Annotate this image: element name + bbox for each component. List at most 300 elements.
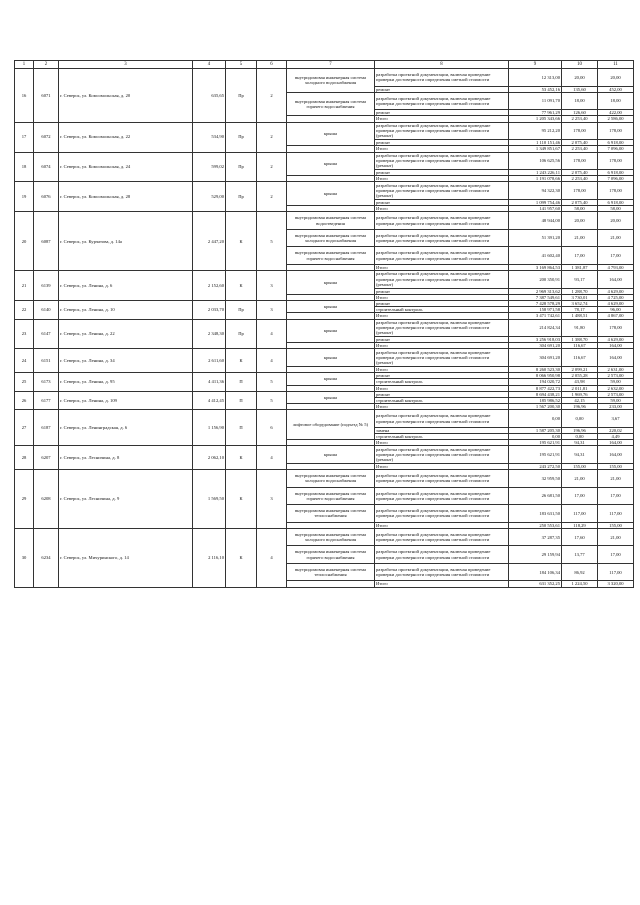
floors-cell: 4 [257,528,287,587]
floors-cell: 2 [257,152,287,182]
max-cost-cell: 21,00 [598,470,634,488]
work-type-cell: ремонт [375,337,509,343]
work-type-cell: Итого [375,581,509,587]
max-cost-cell: 164,00 [598,271,634,289]
cost-cell: 1 243 226,11 [509,170,562,176]
work-type-cell: разработка проектной документации, включая проведение проверки достоверности определения сметной стоимости (ремонт) [375,271,509,289]
header-cell: 3 [59,61,193,69]
wall-material: П [226,391,257,410]
house-code: 6087 [34,212,59,271]
header-cell: 2 [34,61,59,69]
max-cost-cell: 17,00 [598,487,634,505]
unit-cost-cell: 1 224,50 [562,581,598,587]
system-cell: крыша [287,152,375,176]
max-cost-cell: 4 629,00 [598,337,634,343]
unit-cost-cell: 126,60 [562,110,598,116]
table-row [15,373,634,379]
system-cell: лифтовое оборудование (подъезд № 5) [287,410,375,440]
system-cell: внутридомовая инженерная система холодного водоснабжения [287,69,375,93]
cost-cell: 304 691,20 [509,343,562,349]
unit-cost-cell: 2 055,28 [562,373,598,379]
work-type-cell: замена [375,427,509,433]
unit-cost-cell: 20,00 [562,69,598,87]
unit-cost-cell: 1 288,70 [562,288,598,294]
system-cell: внутридомовая инженерная система водоотведения [287,212,375,230]
house-code: 6076 [34,182,59,212]
house-code: 6151 [34,349,59,373]
cost-cell: 2 969 313,62 [509,288,562,294]
header-cell: 6 [257,61,287,69]
unit-cost-cell: 2 075,40 [562,170,598,176]
unit-cost-cell: 17,00 [562,487,598,505]
cost-cell: 183 631,50 [509,505,562,523]
max-cost-cell: 18,00 [598,92,634,110]
max-cost-cell: 58,00 [598,206,634,212]
house-code: 6071 [34,69,59,123]
header-cell: 1 [15,61,34,69]
cost-cell: 141 957,60 [509,206,562,212]
work-type-cell: Итого [375,522,509,528]
max-cost-cell: 220,02 [598,427,634,433]
cost-cell: 1 205 343,66 [509,116,562,122]
area-cell: 1 569,50 [193,470,226,529]
work-type-cell: ремонт [375,300,509,306]
work-type-cell: Итого [375,343,509,349]
floors-cell: 2 [257,122,287,152]
system-cell: крыша [287,349,375,367]
work-type-cell: ремонт [375,199,509,205]
header-cell: 10 [562,61,598,69]
row-number: 24 [15,349,34,373]
max-cost-cell: 4 867,00 [598,313,634,319]
area-cell: 4 412,45 [193,391,226,410]
work-type-cell: Итого [375,146,509,152]
work-type-cell: разработка проектной документации, включая проведение проверки достоверности определения сметной стоимости [375,487,509,505]
max-cost-cell: 96,00 [598,307,634,313]
unit-cost-cell: 2 099,21 [562,366,598,372]
unit-cost-cell: 135,60 [562,86,598,92]
table-row [15,182,634,200]
unit-cost-cell: 3 730,01 [562,294,598,300]
unit-cost-cell: 118,29 [562,522,598,528]
area-cell: 2 348,30 [193,319,226,349]
work-type-cell: ремонт [375,288,509,294]
table-row [15,69,634,87]
row-number: 19 [15,182,34,212]
unit-cost-cell: 0,00 [562,410,598,428]
work-type-cell: разработка проектной документации, включая проведение проверки достоверности определения сметной стоимости (ремонт) [375,319,509,337]
max-cost-cell: 7 096,00 [598,146,634,152]
unit-cost-cell: 2 253,40 [562,116,598,122]
unit-cost-cell: 3 652,74 [562,300,598,306]
work-type-cell: разработка проектной документации, включая проведение проверки достоверности определения сметной стоимости [375,69,509,87]
max-cost-cell: 3,67 [598,410,634,428]
max-cost-cell: 59,00 [598,379,634,385]
house-code: 6187 [34,410,59,446]
floors-cell: 4 [257,349,287,373]
area-cell: 2 611,60 [193,349,226,373]
cost-cell: 95 212,20 [509,122,562,140]
work-type-cell: разработка проектной документации, включая проведение проверки достоверности определения сметной стоимости (ремонт) [375,122,509,140]
max-cost-cell: 164,00 [598,446,634,464]
max-cost-cell: 20,00 [598,212,634,230]
unit-cost-cell: 155,00 [562,463,598,469]
cost-cell: 26 681,50 [509,487,562,505]
cost-cell: 53 452,16 [509,86,562,92]
table-header-row [15,61,634,69]
unit-cost-cell: 1 388,70 [562,337,598,343]
cost-cell: 243 272,50 [509,463,562,469]
unit-cost-cell: 91,80 [562,319,598,337]
unit-cost-cell: 178,00 [562,152,598,170]
max-cost-cell: 7 096,00 [598,176,634,182]
cost-cell: 51 391,20 [509,229,562,247]
house-code: 6208 [34,470,59,529]
floors-cell: 6 [257,410,287,446]
floors-cell: 5 [257,212,287,271]
table-row [15,300,634,306]
max-cost-cell: 178,00 [598,182,634,200]
row-number: 30 [15,528,34,587]
work-type-cell: разработка проектной документации, включая проведение проверки достоверности определения сметной стоимости [375,528,509,546]
cost-cell: 1 567 200,30 [509,404,562,410]
address-cell: г. Северск, ул. Ленина, д. 109 [59,391,193,410]
work-type-cell: Итого [375,366,509,372]
work-type-cell: строительный контроль [375,379,509,385]
work-type-cell: разработка проектной документации, включая проведение проверки достоверности определения сметной стоимости [375,505,509,523]
table-row [15,271,634,289]
max-cost-cell: 2 631,00 [598,366,634,372]
table-row [15,122,634,140]
system-cell: крыша [287,300,375,312]
unit-cost-cell: 2 011,81 [562,385,598,391]
table-row [15,152,634,170]
cost-cell: 8 694 438,21 [509,391,562,397]
work-type-cell: Итого [375,264,509,270]
wall-material: К [226,470,257,529]
floors-cell: 2 [257,69,287,123]
max-cost-cell: 155,00 [598,463,634,469]
max-cost-cell: 21,00 [598,229,634,247]
unit-cost-cell: 1 488,51 [562,313,598,319]
house-code: 6234 [34,528,59,587]
area-cell: 2 116,10 [193,528,226,587]
row-number: 18 [15,152,34,182]
row-number: 25 [15,373,34,392]
header-cell: 9 [509,61,562,69]
row-number: 29 [15,470,34,529]
system-cell: крыша [287,182,375,206]
max-cost-cell: 4 629,00 [598,300,634,306]
system-cell: крыша [287,446,375,464]
max-cost-cell: 178,00 [598,122,634,140]
house-code: 6140 [34,300,59,319]
unit-cost-cell: 116,67 [562,343,598,349]
unit-cost-cell: 94,31 [562,446,598,464]
max-cost-cell: 2 632,00 [598,385,634,391]
unit-cost-cell: 2 253,40 [562,146,598,152]
max-cost-cell: 21,00 [598,528,634,546]
system-cell: внутридомовая инженерная система горячего водоснабжения [287,546,375,564]
row-number: 23 [15,319,34,349]
max-cost-cell: 2 586,00 [598,116,634,122]
address-cell: г. Северск, ул. Комсомольская, д. 24 [59,152,193,182]
max-cost-cell: 17,00 [598,546,634,564]
max-cost-cell: 422,00 [598,110,634,116]
address-cell: г. Северск, ул. Комсомольская, д. 28 [59,182,193,212]
work-type-cell: разработка проектной документации, включая проведение проверки достоверности определения сметной стоимости (ремонт) [375,349,509,367]
system-cell: внутридомовая инженерная система холодного водоснабжения [287,528,375,546]
cost-cell: 1 587 205,30 [509,427,562,433]
system-cell: крыша [287,373,375,385]
unit-cost-cell: 21,00 [562,229,598,247]
address-cell: г. Северск, ул. Ленина, д. 95 [59,373,193,392]
cost-cell: 32 959,50 [509,470,562,488]
floors-cell: 5 [257,373,287,392]
system-cell: внутридомовая инженерная система теплоснабжения [287,505,375,523]
max-cost-cell: 4,49 [598,434,634,440]
cost-cell: 0,00 [509,434,562,440]
wall-material: Пр [226,69,257,123]
system-cell: внутридомовая инженерная система теплоснабжения [287,563,375,581]
table-row [15,319,634,337]
cost-cell: 304 691,20 [509,349,562,367]
system-cell: крыша [287,319,375,343]
work-type-cell: строительный контроль [375,307,509,313]
cost-cell: 48 944,00 [509,212,562,230]
cost-cell: 7 387 549,61 [509,294,562,300]
table-row [15,470,634,488]
unit-cost-cell: 13,77 [562,546,598,564]
row-number: 17 [15,122,34,152]
table-row [15,446,634,464]
unit-cost-cell: 20,00 [562,212,598,230]
area-cell: 2 033,70 [193,300,226,319]
max-cost-cell: 178,00 [598,152,634,170]
area-cell: 2 062,10 [193,446,226,470]
header-cell: 11 [598,61,634,69]
cost-cell: 631 352,25 [509,581,562,587]
address-cell: г. Северск, ул. Комсомольская, д. 22 [59,122,193,152]
work-type-cell: Итого [375,313,509,319]
cost-cell: 195 621,91 [509,446,562,464]
wall-material: К [226,271,257,301]
address-cell: г. Северск, ул. Курчатова, д. 14а [59,212,193,271]
address-cell: г. Северск, ул. Ленина, д. 6 [59,271,193,301]
cost-cell: 94 322,30 [509,182,562,200]
table-row [15,391,634,397]
unit-cost-cell: 1 969,76 [562,391,598,397]
wall-material: Пр [226,319,257,349]
work-type-cell: разработка проектной документации, включая проведение проверки достоверности определения сметной стоимости [375,229,509,247]
work-type-cell: Итого [375,116,509,122]
unit-cost-cell: 17,00 [562,247,598,265]
cost-cell: 214 824,34 [509,319,562,337]
cost-cell: 11 091,70 [509,92,562,110]
row-number: 28 [15,446,34,470]
work-type-cell: ремонт [375,86,509,92]
max-cost-cell: 178,00 [598,319,634,337]
unit-cost-cell: 93,17 [562,271,598,289]
wall-material: Пр [226,182,257,212]
area-cell: 529,00 [193,182,226,212]
max-cost-cell: 17,00 [598,247,634,265]
address-cell: г. Северск, ул. Ленина, д. 34 [59,349,193,373]
area-cell: 2 447,20 [193,212,226,271]
wall-material: Пр [226,300,257,319]
table-row [15,212,634,230]
max-cost-cell: 3 320,00 [598,581,634,587]
wall-material: Пр [226,122,257,152]
max-cost-cell: 59,00 [598,397,634,403]
floors-cell: 3 [257,470,287,529]
unit-cost-cell: 42,15 [562,397,598,403]
max-cost-cell: 20,00 [598,69,634,87]
max-cost-cell: 164,00 [598,343,634,349]
cost-cell: 1 349 851,67 [509,146,562,152]
system-cell: внутридомовая инженерная система холодного водоснабжения [287,229,375,247]
work-type-cell: разработка проектной документации, включая проведение проверки достоверности определения сметной стоимости [375,247,509,265]
work-type-cell: разработка проектной документации, включая проведение проверки достоверности определения сметной стоимости [375,546,509,564]
cost-cell: 8 877 422,73 [509,385,562,391]
max-cost-cell: 164,00 [598,349,634,367]
max-cost-cell: 2 573,00 [598,373,634,379]
table-row [15,528,634,546]
cost-cell: 200 350,91 [509,271,562,289]
table-row [15,349,634,367]
repair-program-table [14,60,634,588]
wall-material: К [226,528,257,587]
work-type-cell: Итого [375,206,509,212]
max-cost-cell: 6 918,00 [598,170,634,176]
cost-cell: 77 961,29 [509,110,562,116]
cost-cell: 29 159,94 [509,546,562,564]
row-number: 27 [15,410,34,446]
unit-cost-cell: 43,98 [562,379,598,385]
unit-cost-cell: 78,17 [562,307,598,313]
cost-cell: 0,00 [509,410,562,428]
header-cell: 7 [287,61,375,69]
max-cost-cell: 4 793,00 [598,264,634,270]
cost-cell: 1 191 078,66 [509,176,562,182]
max-cost-cell: 117,00 [598,505,634,523]
max-cost-cell: 117,00 [598,563,634,581]
document-page [14,60,633,850]
house-code: 6173 [34,373,59,392]
house-code: 6147 [34,319,59,349]
unit-cost-cell: 116,67 [562,349,598,367]
house-code: 6139 [34,271,59,301]
table-body [15,61,634,588]
cost-cell: 184 106,34 [509,563,562,581]
row-number: 20 [15,212,34,271]
system-cell-empty [287,581,375,587]
row-number: 22 [15,300,34,319]
system-cell: внутридомовая инженерная система холодного водоснабжения [287,470,375,488]
area-cell: 534,90 [193,122,226,152]
unit-cost-cell: 0,00 [562,434,598,440]
cost-cell: 1 110 151,46 [509,140,562,146]
system-cell: крыша [287,391,375,403]
address-cell: г. Северск, ул. Комсомольская, д. 20 [59,69,193,123]
house-code: 6207 [34,446,59,470]
cost-cell: 41 602,40 [509,247,562,265]
house-code: 6072 [34,122,59,152]
work-type-cell: разработка проектной документации, включая проведение проверки достоверности определения сметной стоимости (ремонт) [375,182,509,200]
cost-cell: 185 986,52 [509,397,562,403]
row-number: 26 [15,391,34,410]
max-cost-cell: 155,00 [598,522,634,528]
work-type-cell: строительный контроль [375,397,509,403]
work-type-cell: Итого [375,385,509,391]
work-type-cell: Итого [375,404,509,410]
system-cell: внутридомовая инженерная система горячего водоснабжения [287,247,375,265]
unit-cost-cell: 2 253,40 [562,176,598,182]
max-cost-cell: 6 918,00 [598,199,634,205]
unit-cost-cell: 2 075,40 [562,199,598,205]
work-type-cell: разработка проектной документации, включая проведение проверки достоверности определения сметной стоимости [375,212,509,230]
max-cost-cell: 4 725,00 [598,294,634,300]
floors-cell: 5 [257,391,287,410]
header-cell: 5 [226,61,257,69]
work-type-cell: ремонт [375,110,509,116]
area-cell: 4 411,36 [193,373,226,392]
unit-cost-cell: 117,00 [562,505,598,523]
cost-cell: 12 313,00 [509,69,562,87]
cost-cell: 37 287,35 [509,528,562,546]
cost-cell: 1 099 754,46 [509,199,562,205]
work-type-cell: строительный контроль [375,434,509,440]
work-type-cell: разработка проектной документации, включая проведение проверки достоверности определения сметной стоимости [375,470,509,488]
floors-cell: 3 [257,271,287,301]
unit-cost-cell: 17,60 [562,528,598,546]
address-cell: г. Северск, ул. Лесничина, д. 9 [59,470,193,529]
cost-cell: 7 428 578,29 [509,300,562,306]
cost-cell: 195 621,91 [509,440,562,446]
max-cost-cell: 2 573,00 [598,391,634,397]
unit-cost-cell: 58,00 [562,206,598,212]
cost-cell: 158 971,58 [509,307,562,313]
max-cost-cell: 164,00 [598,440,634,446]
system-cell: внутридомовая инженерная система горячего водоснабжения [287,92,375,116]
cost-cell: 8 260 523,30 [509,366,562,372]
cost-cell: 194 020,72 [509,379,562,385]
work-type-cell: ремонт [375,140,509,146]
area-cell: 635,65 [193,69,226,123]
floors-cell: 4 [257,319,287,349]
header-cell: 8 [375,61,509,69]
work-type-cell: Итого [375,463,509,469]
wall-material: К [226,349,257,373]
table-row [15,410,634,428]
unit-cost-cell: 1 381,87 [562,264,598,270]
unit-cost-cell: 86,92 [562,563,598,581]
work-type-cell: ремонт [375,391,509,397]
area-cell: 2 152,60 [193,271,226,301]
max-cost-cell: 452,00 [598,86,634,92]
wall-material: П [226,373,257,392]
unit-cost-cell: 178,00 [562,122,598,140]
work-type-cell: Итого [375,294,509,300]
unit-cost-cell: 21,00 [562,470,598,488]
work-type-cell: разработка проектной документации, включая проведение проверки достоверности определения сметной стоимости (ремонт) [375,152,509,170]
work-type-cell: разработка проектной документации, включая проведение проверки достоверности определения сметной стоимости (ремонт) [375,446,509,464]
wall-material: П [226,410,257,446]
cost-cell: 3 169 864,53 [509,264,562,270]
work-type-cell: разработка проектной документации, включая проведение проверки достоверности определения сметной стоимости [375,563,509,581]
address-cell: г. Северск, ул. Ленина, д. 10 [59,300,193,319]
floors-cell: 2 [257,182,287,212]
